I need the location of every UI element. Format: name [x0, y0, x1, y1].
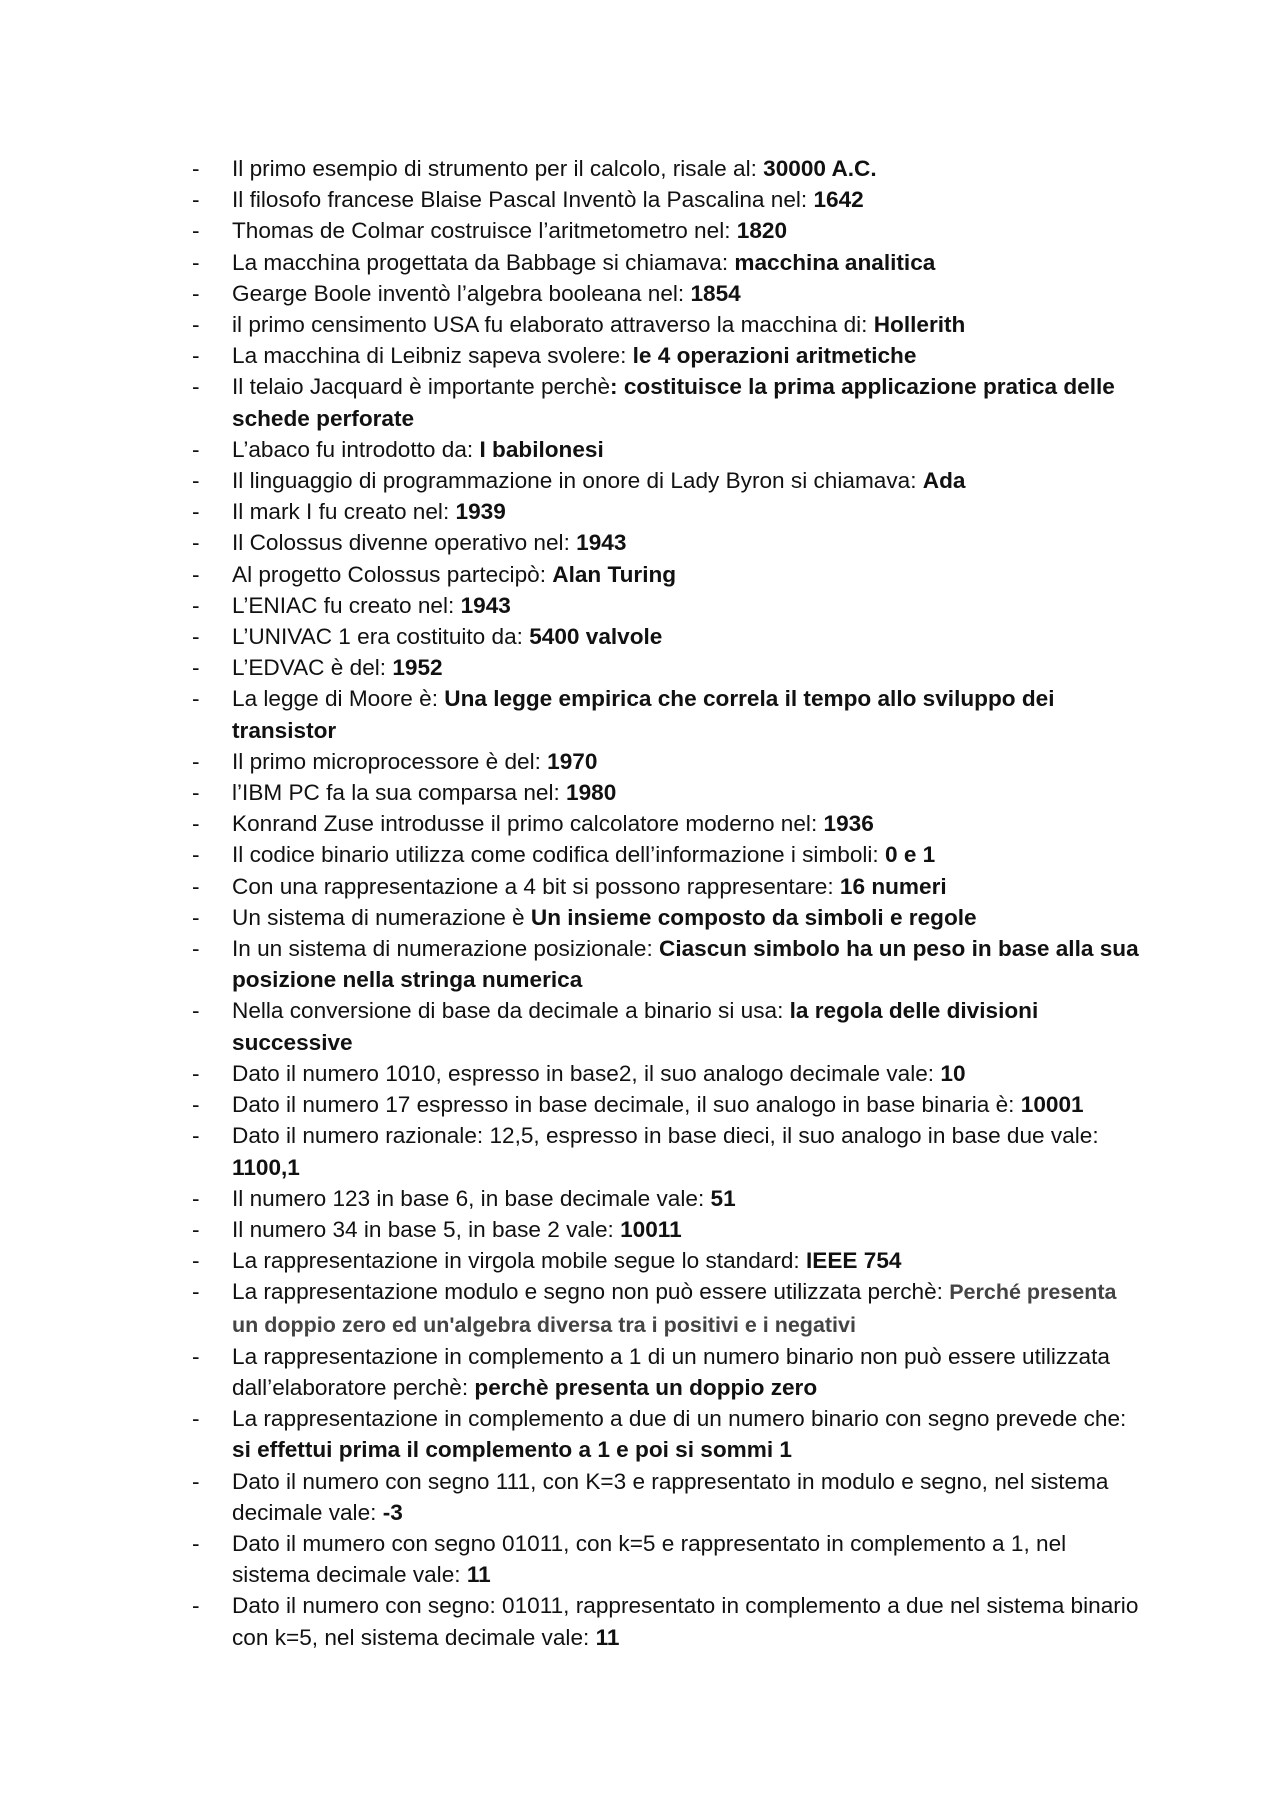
list-item	[192, 527, 1142, 558]
question-text: Il primo esempio di strumento per il calcolo, risale al:	[232, 156, 764, 181]
question-text: Il telaio Jacquard è importante perchè	[232, 374, 611, 400]
bullet-dash: -	[192, 1060, 200, 1086]
list-item	[192, 621, 1142, 652]
bullet-dash: -	[192, 748, 200, 774]
bullet-dash: -	[192, 624, 200, 650]
list-item	[192, 1276, 1142, 1340]
question-text: Il mark I fu creato nel:	[232, 499, 456, 525]
bullet-dash: -	[192, 374, 200, 400]
list-item	[192, 995, 1142, 1057]
list-item	[192, 652, 1142, 683]
list-item	[192, 1183, 1142, 1214]
answer-text: -3	[382, 1499, 403, 1525]
answer-text: : costituisce la prima applicazione pratica delle schede perforate	[232, 374, 1115, 431]
list-item	[192, 933, 1142, 995]
question-text: Il codice binario utilizza come codifica dell’informazione i simboli:	[232, 842, 885, 868]
question-text: L’UNIVAC 1 era costituito da:	[232, 624, 530, 650]
list-item	[192, 871, 1142, 902]
bullet-dash: -	[192, 561, 200, 587]
answer-text: 51	[710, 1185, 736, 1211]
question-text: Thomas de Colmar costruisce l’aritmetometro nel:	[232, 218, 737, 244]
bullet-dash: -	[192, 468, 200, 494]
answer-text: 1939	[455, 499, 506, 525]
bullet-dash: -	[192, 998, 200, 1024]
list-item	[192, 683, 1142, 745]
answer-text: 30000 A.C.	[763, 156, 877, 181]
list-item	[192, 746, 1142, 777]
list-item	[192, 1590, 1142, 1652]
list-item	[192, 1466, 1142, 1528]
question-text: L’abaco fu introdotto da:	[232, 436, 480, 462]
list-item	[192, 371, 1142, 433]
bullet-dash: -	[192, 1279, 200, 1305]
answer-text: IEEE 754	[806, 1248, 902, 1274]
bullet-dash: -	[192, 1468, 200, 1494]
bullet-dash: -	[192, 655, 200, 681]
question-text: La legge di Moore è:	[232, 686, 445, 712]
bullet-dash: -	[192, 1216, 200, 1242]
question-text: La rappresentazione in complemento a 1 di un numero binario non può essere utilizzata dall’elaboratore perchè:	[232, 1343, 1110, 1400]
answer-text: 10	[940, 1060, 966, 1086]
answer-text: la regola delle divisioni successive	[232, 998, 1039, 1055]
bullet-dash: -	[192, 842, 200, 868]
bullet-dash: -	[192, 312, 200, 338]
list-item	[192, 777, 1142, 808]
bullet-dash: -	[192, 1593, 200, 1619]
answer-text: Perché presenta un doppio zero ed un'algebra diversa tra i positivi e i negativi	[232, 1280, 1117, 1337]
question-text: Il filosofo francese Blaise Pascal Inventò la Pascalina nel:	[232, 187, 814, 213]
list-item	[192, 590, 1142, 621]
list-item	[192, 1341, 1142, 1403]
question-text: L’ENIAC fu creato nel:	[232, 592, 461, 618]
bullet-dash: -	[192, 280, 200, 306]
bullet-dash: -	[192, 936, 200, 962]
question-text: Il numero 123 in base 6, in base decimale vale:	[232, 1185, 711, 1211]
answer-text: 5400 valvole	[529, 624, 663, 650]
bullet-dash: -	[192, 1185, 200, 1211]
answer-text: 1943	[576, 530, 627, 556]
question-text: Con una rappresentazione a 4 bit si possono rappresentare:	[232, 873, 840, 899]
question-text: Dato il numero con segno 111, con K=3 e rappresentato in modulo e segno, nel sistema decimale vale:	[232, 1468, 1109, 1525]
bullet-dash: -	[192, 1343, 200, 1369]
answer-text: Una legge empirica che correla il tempo allo sviluppo dei transistor	[232, 686, 1055, 743]
list-item	[192, 559, 1142, 590]
bullet-dash: -	[192, 499, 200, 525]
list-item	[192, 247, 1142, 278]
bullet-dash: -	[192, 1092, 200, 1118]
bullet-dash: -	[192, 218, 200, 244]
list-item	[192, 215, 1142, 246]
list-item	[192, 309, 1142, 340]
answer-text: le 4 operazioni aritmetiche	[632, 343, 917, 369]
bullet-dash: -	[192, 156, 200, 181]
answer-text: 1936	[823, 811, 874, 837]
list-item	[192, 1089, 1142, 1120]
list-item	[192, 1214, 1142, 1245]
question-text: Il numero 34 in base 5, in base 2 vale:	[232, 1216, 621, 1242]
question-text: La rappresentazione modulo e segno non può essere utilizzata perchè:	[232, 1279, 950, 1305]
answer-text: Hollerith	[873, 312, 966, 338]
question-text: Dato il numero razionale: 12,5, espresso in base dieci, il suo analogo in base due vale:	[232, 1123, 1099, 1149]
question-text: Dato il numero 17 espresso in base decimale, il suo analogo in base binaria è:	[232, 1092, 1021, 1118]
bullet-dash: -	[192, 249, 200, 275]
answer-text: 10011	[620, 1216, 682, 1242]
list-item	[192, 434, 1142, 465]
answer-text: si effettui prima il complemento a 1 e poi si sommi 1	[232, 1437, 792, 1463]
list-item	[192, 153, 1142, 184]
bullet-dash: -	[192, 1406, 200, 1432]
answer-text: 11	[466, 1562, 491, 1588]
list-item	[192, 496, 1142, 527]
question-text: Il linguaggio di programmazione in onore di Lady Byron si chiamava:	[232, 468, 923, 494]
answer-text: Alan Turing	[552, 561, 677, 587]
answer-text: perchè presenta un doppio zero	[474, 1374, 818, 1400]
list-item	[192, 1058, 1142, 1089]
answer-text: 11	[595, 1624, 620, 1650]
question-text: La rappresentazione in complemento a due di un numero binario con segno prevede che:	[232, 1406, 1127, 1432]
qa-list	[192, 153, 1142, 1653]
answer-text: 1952	[392, 655, 443, 681]
bullet-dash: -	[192, 187, 200, 213]
question-text: Dato il numero con segno: 01011, rappresentato in complemento a due nel sistema binario con k=5, nel sistema decimale vale:	[232, 1593, 1139, 1650]
answer-text: 16 numeri	[839, 873, 947, 899]
answer-text: 1943	[460, 592, 511, 618]
bullet-dash: -	[192, 780, 200, 806]
answer-text: I babilonesi	[479, 436, 604, 462]
question-text: Konrand Zuse introdusse il primo calcolatore moderno nel:	[232, 811, 824, 837]
list-item	[192, 340, 1142, 371]
answer-text: Un insieme composto da simboli e regole	[530, 904, 977, 930]
list-item	[192, 902, 1142, 933]
bullet-dash: -	[192, 592, 200, 618]
question-text: In un sistema di numerazione posizionale:	[232, 936, 660, 962]
list-item	[192, 808, 1142, 839]
list-item	[192, 278, 1142, 309]
bullet-dash: -	[192, 873, 200, 899]
bullet-dash: -	[192, 1530, 200, 1556]
answer-text: 10001	[1020, 1092, 1084, 1118]
list-item	[192, 184, 1142, 215]
question-text: La macchina di Leibniz sapeva svolere:	[232, 343, 633, 369]
question-text: Nella conversione di base da decimale a binario si usa:	[232, 998, 790, 1024]
question-text: il primo censimento USA fu elaborato attraverso la macchina di:	[232, 312, 874, 338]
list-item	[192, 1245, 1142, 1276]
bullet-dash: -	[192, 436, 200, 462]
question-text: L’EDVAC è del:	[232, 655, 393, 681]
answer-text: 1970	[547, 748, 598, 774]
answer-text: 1100,1	[232, 1154, 300, 1180]
bullet-dash: -	[192, 343, 200, 369]
bullet-dash: -	[192, 686, 200, 712]
answer-text: 1980	[566, 780, 617, 806]
question-text: Il primo microprocessore è del:	[232, 748, 548, 774]
question-text: La rappresentazione in virgola mobile segue lo standard:	[232, 1248, 806, 1274]
list-item	[192, 1403, 1142, 1465]
bullet-dash: -	[192, 530, 200, 556]
list-item	[192, 1528, 1142, 1590]
answer-text: 1642	[813, 187, 864, 213]
answer-text: 0 e 1	[885, 842, 936, 868]
question-text: Un sistema di numerazione è	[232, 904, 531, 930]
list-item	[192, 465, 1142, 496]
answer-text: Ada	[922, 468, 966, 494]
answer-text: macchina analitica	[734, 249, 936, 275]
question-text: La macchina progettata da Babbage si chiamava:	[232, 249, 735, 275]
list-item	[192, 1120, 1142, 1182]
answer-text: Ciascun simbolo ha un peso in base alla sua posizione nella stringa numerica	[232, 936, 1139, 993]
bullet-dash: -	[192, 1123, 200, 1149]
question-text: l’IBM PC fa la sua comparsa nel:	[232, 780, 567, 806]
question-text: Il Colossus divenne operativo nel:	[232, 530, 577, 556]
list-item	[192, 839, 1142, 870]
question-text: Dato il numero 1010, espresso in base2, il suo analogo decimale vale:	[232, 1060, 941, 1086]
question-text: Gearge Boole inventò l’algebra booleana nel:	[232, 280, 691, 306]
question-text: Dato il mumero con segno 01011, con k=5 e rappresentato in complemento a 1, nel sistema decimale vale:	[232, 1530, 1067, 1588]
bullet-dash: -	[192, 1248, 200, 1274]
bullet-dash: -	[192, 904, 200, 930]
answer-text: 1854	[690, 280, 741, 306]
answer-text: 1820	[736, 218, 788, 244]
bullet-dash: -	[192, 811, 200, 837]
question-text: Al progetto Colossus partecipò:	[232, 561, 553, 587]
